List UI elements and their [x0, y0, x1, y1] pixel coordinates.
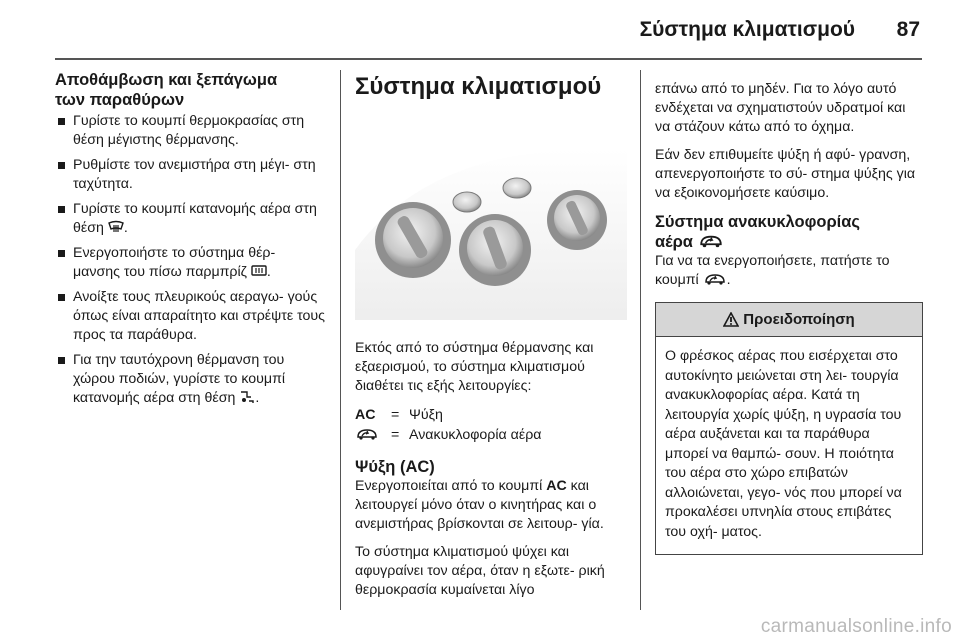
- cooling-para-2: Το σύστημα κλιματισμού ψύχει και αφυγραίνει τον αέρα, όταν η εξωτε- ρική θερμοκρασία κυμαίνεται λίγο: [355, 544, 605, 598]
- list-item: Ενεργοποιήστε το σύστημα θέρ- μανσης του πίσω παρμπρίζ .: [55, 244, 325, 282]
- rear-window-heater-icon: [251, 264, 267, 278]
- column-divider-2: [640, 70, 641, 610]
- windshield-footwell-icon: [239, 390, 255, 404]
- list-item: Ρυθμίστε τον ανεμιστήρα στη μέγι- στη ταχύτητα.: [55, 156, 325, 194]
- section-title: Σύστημα κλιματισμού: [355, 73, 602, 100]
- warning-title: Προειδοποίηση: [743, 311, 855, 328]
- defrost-steps: [55, 112, 325, 408]
- defrost-heading-line1: Αποθάμβωση και ξεπάγωμα: [55, 71, 278, 89]
- column-right: [655, 80, 923, 555]
- list-item: Γυρίστε το κουμπί κατανομής αέρα στη θέση .: [55, 200, 325, 238]
- cooling-heading: Ψύξη (AC): [355, 458, 435, 476]
- air-recirculation-icon: [355, 427, 379, 441]
- list-item: Για την ταυτόχρονη θέρμανση του χώρου ποδιών, γυρίστε το κουμπί κατανομής αέρα στη θέση .: [55, 351, 325, 408]
- climate-control-panel-illustration: [355, 110, 627, 320]
- ac-key: AC: [546, 478, 567, 494]
- page-header: [0, 0, 960, 58]
- cooling-para-3: επάνω από το μηδέν. Για το λόγο αυτό ενδέχεται να σχηματιστούν υδρατμοί και να στάζουν κάτω από το όχημα.: [655, 81, 906, 135]
- windshield-defrost-icon: [108, 220, 124, 234]
- warning-box: [655, 302, 923, 555]
- cooling-para-4: Εάν δεν επιθυμείτε ψύξη ή αφύ- γρανση, απενεργοποιήστε το σύ- στημα ψύξης για να εξοικονομήσετε καύσιμο.: [655, 147, 916, 201]
- warning-triangle-icon: [723, 312, 739, 327]
- page-number: 87: [896, 18, 920, 41]
- recirculation-heading: Σύστημα ανακυκλοφορίας αέρα: [655, 213, 860, 251]
- legend-row-ac: AC = Ψύξη: [355, 405, 541, 425]
- air-recirculation-icon: [703, 272, 727, 286]
- header-rule: [55, 58, 922, 60]
- defrost-heading: [55, 70, 325, 110]
- legend-value-ac: Ψύξη: [409, 407, 443, 423]
- header-title: Σύστημα κλιματισμού: [639, 18, 855, 41]
- function-legend: [355, 405, 541, 445]
- list-item: Ανοίξτε τους πλευρικούς αεραγω- γούς όπως είναι απαραίτητο και στρέψτε τους προς τα παράθυρα.: [55, 288, 325, 345]
- defrost-heading-line2: των παραθύρων: [55, 91, 185, 109]
- watermark: carmanualsonline.info: [760, 616, 952, 637]
- cooling-para-1: Ενεργοποιείται από το κουμπί AC και λειτουργεί μόνο όταν ο κινητήρας και ο ανεμιστήρας βρίσκονται σε λειτουρ- γία.: [355, 478, 604, 532]
- column-left: [55, 70, 325, 414]
- list-item: Γυρίστε το κουμπί θερμοκρασίας στη θέση μέγιστης θέρμανσης.: [55, 112, 325, 150]
- ac-intro: Εκτός από το σύστημα θέρμανσης και εξαερισμού, το σύστημα κλιματισμού διαθέτει τις εξής λειτουργίες:: [355, 340, 594, 394]
- warning-header: [656, 303, 922, 337]
- legend-row-recirculation: = Ανακυκλοφορία αέρα: [355, 425, 541, 445]
- warning-text: Ο φρέσκος αέρας που εισέρχεται στο αυτοκίνητο μειώνεται στη λει- τουργία ανακυκλοφορίας αέρα. Κατά τη λειτουργία χωρίς ψύξη, η υγρασία του αέρα αυξάνεται και τα παράθυρα μπορεί να θαμπώ- σουν. Η ποιότητα του αέρα στο χώρο επιβατών αλλοιώνεται, γεγο- νός που μπορεί να προκαλέσει υπνηλία στους επιβάτες του οχή- ματος.: [665, 348, 902, 540]
- air-recirculation-icon: [698, 233, 724, 249]
- legend-key-ac: AC: [355, 407, 376, 423]
- legend-value-recirculation: Ανακυκλοφορία αέρα: [409, 427, 542, 443]
- recirculation-para: Για να τα ενεργοποιήσετε, πατήστε το κουμπί .: [655, 253, 890, 288]
- column-middle: [355, 70, 627, 609]
- column-divider-1: [340, 70, 341, 610]
